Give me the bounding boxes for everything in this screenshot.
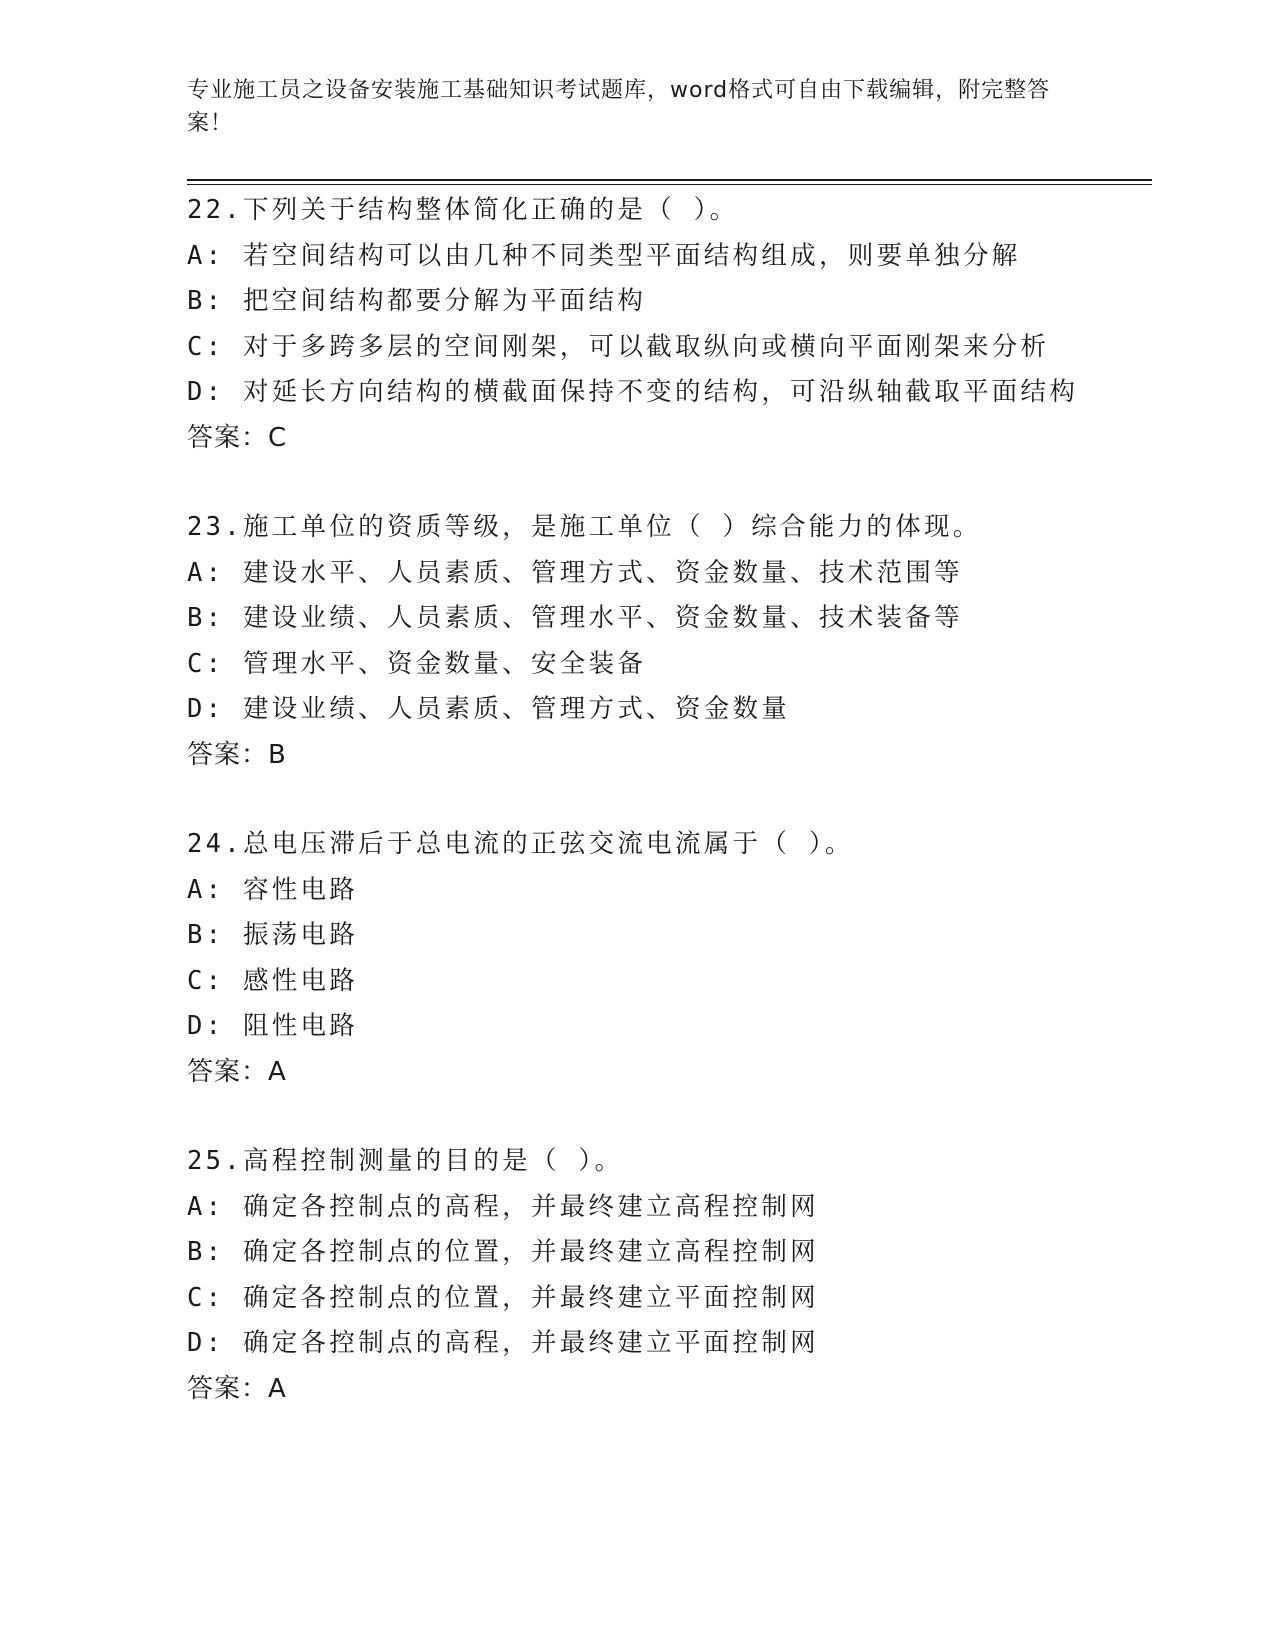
option-d: D: 确定各控制点的高程，并最终建立平面控制网 xyxy=(187,1328,819,1358)
header-divider-thick xyxy=(187,179,1152,181)
question-stem: 23.施工单位的资质等级，是施工单位（ ）综合能力的体现。 xyxy=(187,512,982,542)
question-stem: 22.下列关于结构整体简化正确的是（ ）。 xyxy=(187,195,739,225)
option-b: B: 确定各控制点的位置，并最终建立高程控制网 xyxy=(187,1237,819,1267)
option-c: C: 管理水平、资金数量、安全装备 xyxy=(187,648,647,679)
option-c: C: 确定各控制点的位置，并最终建立平面控制网 xyxy=(187,1282,819,1313)
option-a: A: 建设水平、人员素质、管理方式、资金数量、技术范围等 xyxy=(187,557,963,588)
answer: 答案：A xyxy=(187,1056,287,1087)
option-b: B: 把空间结构都要分解为平面结构 xyxy=(187,286,647,316)
question-24 xyxy=(187,822,1147,1095)
answer: 答案：B xyxy=(187,739,287,770)
option-b: B: 建设业绩、人员素质、管理水平、资金数量、技术装备等 xyxy=(187,603,963,633)
option-d: D: 建设业绩、人员素质、管理方式、资金数量 xyxy=(187,694,791,724)
option-a: A: 确定各控制点的高程，并最终建立高程控制网 xyxy=(187,1191,819,1222)
option-b: B: 振荡电路 xyxy=(187,920,359,950)
question-25 xyxy=(187,1139,1147,1412)
question-22 xyxy=(187,188,1147,461)
question-list xyxy=(187,188,1147,1456)
option-c: C: 感性电路 xyxy=(187,965,359,996)
question-stem: 25.高程控制测量的目的是（ ）。 xyxy=(187,1146,624,1176)
answer: 答案：A xyxy=(187,1373,287,1404)
header-divider-thin xyxy=(187,184,1152,185)
document-header: 专业施工员之设备安装施工基础知识考试题库，word格式可自由下载编辑，附完整答案！ xyxy=(187,78,1051,136)
option-d: D: 对延长方向结构的横截面保持不变的结构，可沿纵轴截取平面结构 xyxy=(187,377,1079,407)
answer: 答案：C xyxy=(187,422,288,453)
option-a: A: 若空间结构可以由几种不同类型平面结构组成，则要单独分解 xyxy=(187,240,1021,271)
option-c: C: 对于多跨多层的空间刚架，可以截取纵向或横向平面刚架来分析 xyxy=(187,331,1050,362)
option-a: A: 容性电路 xyxy=(187,874,359,905)
question-stem: 24.总电压滞后于总电流的正弦交流电流属于（ ）。 xyxy=(187,829,854,859)
option-d: D: 阻性电路 xyxy=(187,1011,359,1041)
question-23 xyxy=(187,505,1147,778)
